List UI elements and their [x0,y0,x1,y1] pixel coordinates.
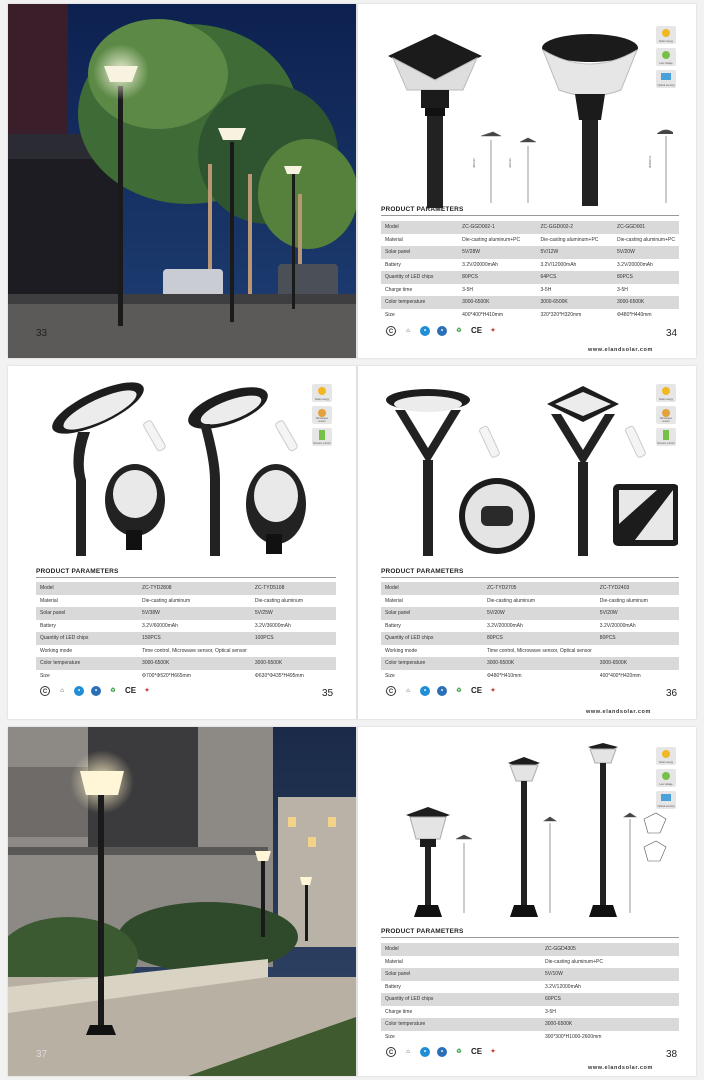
parameter-value: Die-casting aluminum+PC [536,234,613,247]
feature-icons-column [656,26,676,88]
parameter-value: 3-5H [613,284,679,297]
optical-sensing-icon: Optical sensing [656,70,676,88]
ce-icon: CE [125,686,137,695]
website-url[interactable]: www.elandsolar.com [586,709,652,715]
parameters-table [381,221,679,321]
parameter-label: Quantity of LED chips [381,632,483,645]
house-icon: ⌂ [60,688,64,694]
parameter-value: 300*300*H1000-2600mm [541,1031,679,1044]
table-row [381,632,679,645]
table-row [36,595,336,608]
parameter-value: 3000-6500K [541,1018,679,1031]
parameter-value: Φ700*Φ520*H665mm [138,670,251,683]
parameter-value: Φ480*H440mm [613,309,679,322]
heading-rule [36,577,336,578]
page-fold [356,4,358,358]
parameter-value: ZC-TYD5108 [251,582,336,595]
table-row [381,296,679,309]
table-row [381,645,679,658]
parameter-label: Charge time [381,1006,541,1019]
parameter-value: 3.2V/36000mAh [251,620,336,633]
warranty-icon: • [437,326,447,336]
parameter-label: Color temperature [381,657,483,670]
parameter-label: Solar panel [381,246,458,259]
parameter-value: 400*400*H420mm [596,670,679,683]
parameter-value: 5V/20W [596,607,679,620]
page-fold [356,727,358,1076]
parameter-value: Time control, Microwave sensor, Optical sensor [138,645,251,658]
parameter-value: 3000-6500K [458,296,536,309]
table-row [381,943,679,956]
parameter-value: 5V/20W [613,246,679,259]
parameter-value: 64PCS [536,271,613,284]
certification-icons [386,326,498,336]
page-fold [356,366,358,719]
table-row [381,968,679,981]
parameter-value: 3-5H [458,284,536,297]
heading-rule [381,937,679,938]
parameters-heading-left: PRODUCT PARAMETERS [36,568,119,575]
svg-text:Φ480mm: Φ480mm [648,155,652,168]
website-url[interactable]: www.elandsolar.com [588,1065,654,1071]
parameter-value: 5V/38W [138,607,251,620]
parameter-value: Φ630*Φ435*H495mm [251,670,336,683]
parameter-value: 3000-6500K [596,657,679,670]
solar-energy-icon: Solar energy [656,384,676,402]
parameter-value: 80PCS [483,632,596,645]
table-row [381,1031,679,1044]
parameter-label: Battery [381,981,541,994]
parameter-value: ZC-GGD001 [613,221,679,234]
parameter-value: 3000-6500K [483,657,596,670]
table-row [381,607,679,620]
parameter-value: Die-casting aluminum+PC [458,234,536,247]
table-row [381,595,679,608]
parameter-value: 5V/12W [536,246,613,259]
table-row [381,670,679,683]
warranty-icon: • [437,686,447,696]
parameter-value: 3.2V/20000mAh [596,620,679,633]
page-number-34: 34 [666,328,678,339]
table-row [381,1006,679,1019]
house-icon: ⌂ [406,1049,410,1055]
parameter-label: Model [381,221,458,234]
remote-control-icon: Remote control [656,428,676,446]
parameter-label: Quantity of LED chips [36,632,138,645]
ccc-icon: C [386,326,396,336]
parameter-value: ZC-TYD2808 [138,582,251,595]
svg-text:400mm: 400mm [472,157,476,168]
parameter-value [596,645,679,658]
certification-icons-left [40,686,152,696]
parameter-value: 60PCS [541,993,679,1006]
parameter-label: Color temperature [36,657,138,670]
solar-energy-icon: Solar energy [656,747,676,765]
catalog-spread-33-34 [8,4,696,358]
parameters-heading: PRODUCT PARAMETERS [381,928,464,935]
table-row [36,670,336,683]
parameter-value: ZC-TYD2705 [483,582,596,595]
page-number-38: 38 [666,1049,678,1060]
parameter-label: Material [381,234,458,247]
table-row [381,956,679,969]
heading-rule [381,215,679,216]
table-row [36,607,336,620]
parameter-label: Battery [381,259,458,272]
heading-rule [381,577,679,578]
ip65-icon: • [420,326,430,336]
microwave-sensor-icon: Microwave sensor [312,406,332,424]
parameter-value: 3.2V/60000mAh [138,620,251,633]
recycle-icon: ♻ [456,328,462,334]
parameter-value: 3-5H [541,1006,679,1019]
rohs-icon: ✦ [490,688,496,694]
parameter-value: 100PCS [251,632,336,645]
parameter-value: 5V/25W [251,607,336,620]
table-row [36,632,336,645]
solar-energy-icon: Solar energy [656,26,676,44]
feature-icons-right [656,384,676,446]
parameter-value: 5V/20W [483,607,596,620]
table-row [381,657,679,670]
low-voltage-icon: Low voltage [656,769,676,787]
parameter-label: Quantity of LED chips [381,271,458,284]
parameter-value: ZC-GGD002-2 [536,221,613,234]
ce-icon: CE [471,326,483,335]
ce-icon: CE [471,1047,483,1056]
parameter-value: 3000-6500K [138,657,251,670]
solar-energy-icon: Solar energy [312,384,332,402]
parameter-value: 3000-6500K [251,657,336,670]
parameter-value: 80PCS [458,271,536,284]
parameters-heading: PRODUCT PARAMETERS [381,206,464,213]
parameter-value: Die-casting aluminum [596,595,679,608]
page-number-35: 35 [322,688,334,699]
parameter-value: 150PCS [138,632,251,645]
parameter-value: 3.2V/20000mAh [483,620,596,633]
parameters-table [381,943,679,1043]
ccc-icon: C [40,686,50,696]
parameter-value: 80PCS [596,632,679,645]
page-number-36: 36 [666,688,678,699]
recycle-icon: ♻ [110,688,116,694]
parameter-value: 3.2V/20000mAh [458,259,536,272]
parameter-value: ZC-GGD4305 [541,943,679,956]
table-row [381,284,679,297]
parameter-value: 320*320*H320mm [536,309,613,322]
table-row [381,234,679,247]
low-voltage-icon: Low voltage [656,48,676,66]
parameter-label: Battery [36,620,138,633]
parameter-value: 3000-6500K [613,296,679,309]
parameter-label: Solar panel [381,607,483,620]
parameter-label: Model [381,943,541,956]
catalog-spread-37-38 [8,727,696,1076]
svg-text:320mm: 320mm [508,157,512,168]
parameter-value: Die-casting aluminum [483,595,596,608]
parameter-value: 3.2V/12000mAh [541,981,679,994]
parameter-label: Size [36,670,138,683]
parameter-value: Time control, Microwave sensor, Optical sensor [483,645,596,658]
ip65-icon: • [420,686,430,696]
parameter-label: Working mode [36,645,138,658]
parameter-label: Working mode [381,645,483,658]
parameter-label: Size [381,670,483,683]
parameter-label: Material [381,956,541,969]
parameter-label: Color temperature [381,296,458,309]
parameter-value: 80PCS [613,271,679,284]
ip65-icon: • [74,686,84,696]
product-image-tyd2808-tyd5108 [38,380,338,560]
parameter-label: Model [36,582,138,595]
parameter-label: Battery [381,620,483,633]
table-row [381,221,679,234]
parameters-heading-right: PRODUCT PARAMETERS [381,568,464,575]
ccc-icon: C [386,1047,396,1057]
certification-icons [386,1047,498,1057]
website-url[interactable]: www.elandsolar.com [588,347,654,353]
parameter-label: Solar panel [36,607,138,620]
product-image-ggd002-ggd001 [383,28,673,208]
certification-icons-right [386,686,498,696]
table-row [381,309,679,322]
parameter-value: 3-5H [536,284,613,297]
parameter-value: 5V/28W [458,246,536,259]
parameter-value: ZC-TYD2403 [596,582,679,595]
parameter-label: Size [381,1031,541,1044]
house-icon: ⌂ [406,688,410,694]
house-icon: ⌂ [406,328,410,334]
rohs-icon: ✦ [490,1049,496,1055]
parameter-value: ZC-GGD002-1 [458,221,536,234]
parameter-value: 400*400*H410mm [458,309,536,322]
table-row [381,993,679,1006]
dusk-courtyard-photo [8,727,356,1076]
parameter-label: Model [381,582,483,595]
table-row [36,620,336,633]
parameter-value [251,645,336,658]
table-row [381,271,679,284]
ip65-icon: • [420,1047,430,1057]
parameter-value: 3000-6500K [536,296,613,309]
table-row [381,246,679,259]
table-row [381,259,679,272]
parameters-table-left [36,582,336,682]
warranty-icon: • [437,1047,447,1057]
catalog-spread-35-36 [8,366,696,719]
parameter-label: Material [36,595,138,608]
recycle-icon: ♻ [456,1049,462,1055]
table-row [36,645,336,658]
parameter-value: Die-casting aluminum [138,595,251,608]
page-number-37: 37 [36,1049,48,1060]
night-park-photo [8,4,356,358]
warranty-icon: • [91,686,101,696]
parameter-label: Quantity of LED chips [381,993,541,1006]
parameters-table-right [381,582,679,682]
parameter-value: 5V/10W [541,968,679,981]
product-image-ggd4305 [398,743,668,923]
parameter-value: Die-casting aluminum+PC [613,234,679,247]
rohs-icon: ✦ [144,688,150,694]
table-row [381,981,679,994]
product-image-tyd2705-tyd2403 [383,380,678,560]
parameter-label: Material [381,595,483,608]
remote-control-icon: Remote control [312,428,332,446]
table-row [381,582,679,595]
table-row [36,582,336,595]
recycle-icon: ♻ [456,688,462,694]
parameter-label: Charge time [381,284,458,297]
parameter-value: 3.2V/12000mAh [536,259,613,272]
parameter-label: Solar panel [381,968,541,981]
ccc-icon: C [386,686,396,696]
ce-icon: CE [471,686,483,695]
parameter-value: Die-casting aluminum+PC [541,956,679,969]
parameter-value: Die-casting aluminum [251,595,336,608]
microwave-sensor-icon: Microwave sensor [656,406,676,424]
table-row [36,657,336,670]
table-row [381,1018,679,1031]
parameter-label: Size [381,309,458,322]
parameter-value: Φ480*H410mm [483,670,596,683]
optical-sensing-icon: Optical sensing [656,791,676,809]
rohs-icon: ✦ [490,328,496,334]
table-row [381,620,679,633]
parameter-label: Color temperature [381,1018,541,1031]
page-number-33: 33 [36,328,48,339]
parameter-value: 3.2V/20000mAh [613,259,679,272]
feature-icons-column [656,747,676,809]
feature-icons-left [312,384,332,446]
